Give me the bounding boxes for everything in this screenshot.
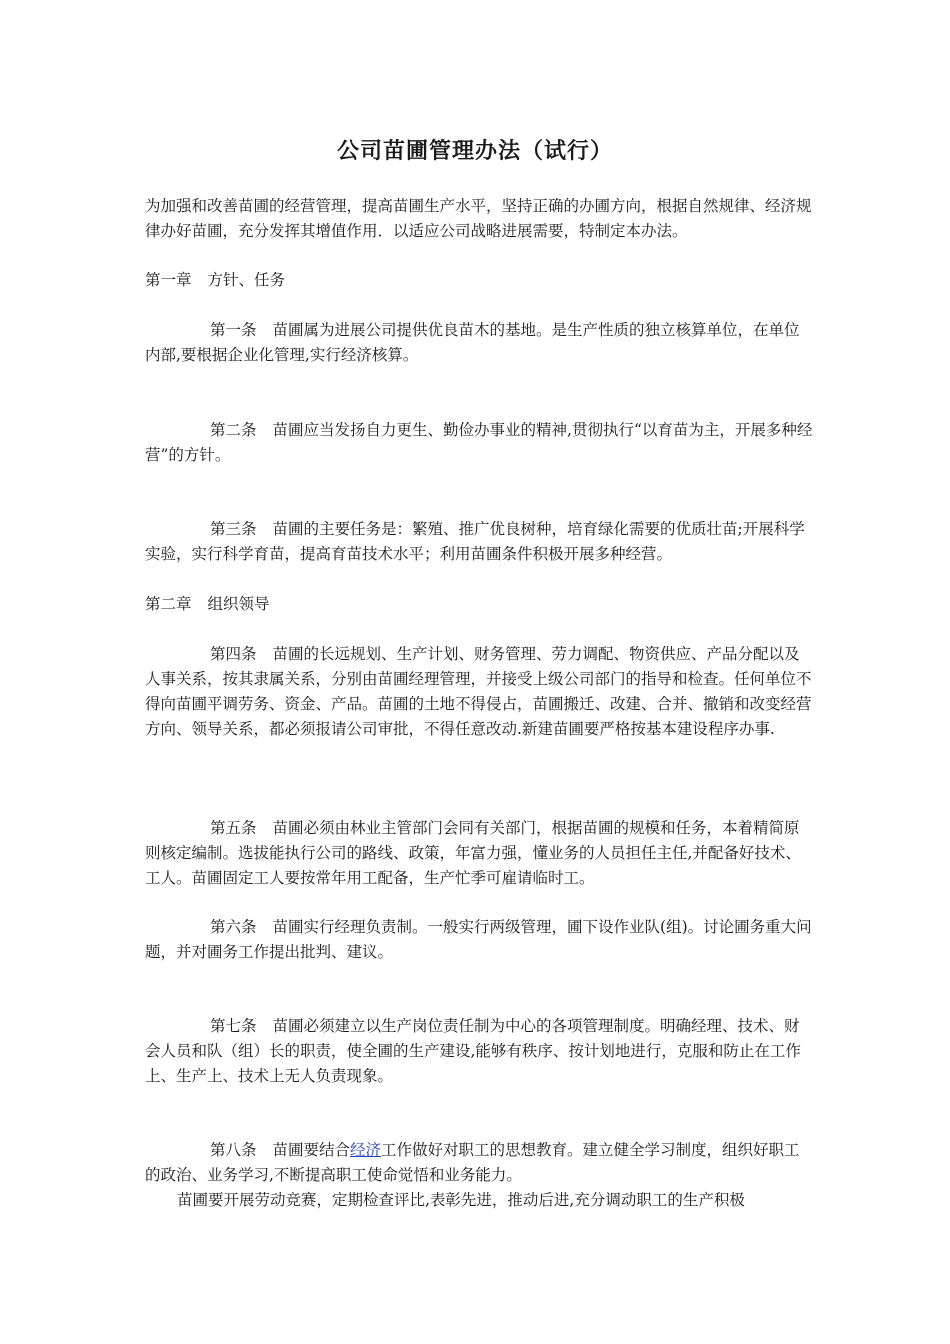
article-1 — [145, 318, 815, 368]
article-number: 第六条 — [210, 918, 257, 936]
article-4 — [145, 642, 815, 742]
article-text-after-link: 工作做好对职工的思想教育。建立健全学习制度，组织好职工的政治、业务学习,不断提高职工使命觉悟和业务能力。 — [145, 1141, 800, 1184]
article-number: 第八条 — [210, 1141, 257, 1159]
article-number: 第四条 — [210, 645, 257, 663]
chapter-number: 第二章 — [145, 595, 192, 613]
economy-link[interactable]: 经济 — [350, 1141, 382, 1159]
article-5 — [145, 816, 815, 891]
chapter-name: 方针、任务 — [207, 271, 286, 289]
chapter-2-heading — [145, 592, 815, 617]
article-text: 苗圃实行经理负责制。一般实行两级管理，圃下设作业队(组)。讨论圃务重大问题，并对圃务工作提出批判、建议。 — [145, 918, 812, 961]
article-number: 第一条 — [210, 321, 257, 339]
article-number: 第三条 — [210, 520, 257, 538]
article-number: 第二条 — [210, 421, 257, 439]
article-8 — [145, 1138, 815, 1188]
article-text: 苗圃的主要任务是：繁殖、推广优良树种，培育绿化需要的优质壮苗;开展科学实验，实行科学育苗，提高育苗技术水平；利用苗圃条件积极开展多种经营。 — [145, 520, 805, 563]
article-7 — [145, 1014, 815, 1089]
chapter-name: 组织领导 — [207, 595, 270, 613]
article-3 — [145, 517, 815, 567]
chapter-1-heading — [145, 268, 815, 293]
article-2 — [145, 418, 815, 468]
article-text: 苗圃的长远规划、生产计划、财务管理、劳力调配、物资供应、产品分配以及人事关系，按其隶属关系，分别由苗圃经理管理，并接受上级公司部门的指导和检查。任何单位不得向苗圃平调劳务、资金、产品。苗圃的土地不得侵占，苗圃搬迁、改建、合并、撤销和改变经营方向、领导关系，都必须报请公司审批，不得任意改动.新建苗圃要严格按基本建设程序办事. — [145, 645, 812, 738]
article-6 — [145, 915, 815, 965]
article-text: 苗圃应当发扬自力更生、勤俭办事业的精神,贯彻执行“以育苗为主，开展多种经营”的方针。 — [145, 421, 813, 464]
article-8-continuation: 苗圃要开展劳动竞赛，定期检查评比,表彰先进，推动后进,充分调动职工的生产积极 — [177, 1191, 745, 1209]
article-number: 第五条 — [210, 819, 257, 837]
article-text-before-link: 苗圃要结合 — [272, 1141, 351, 1159]
chapter-number: 第一章 — [145, 271, 192, 289]
article-text: 苗圃必须建立以生产岗位责任制为中心的各项管理制度。明确经理、技术、财会人员和队（组）长的职责，使全圃的生产建设,能够有秩序、按计划地进行，克服和防止在工作上、生产上、技术上无人负责现象。 — [145, 1017, 801, 1085]
article-text: 苗圃属为进展公司提供优良苗木的基地。是生产性质的独立核算单位，在单位内部,要根据企业化管理,实行经济核算。 — [145, 321, 800, 364]
intro-paragraph: 为加强和改善苗圃的经营管理，提高苗圃生产水平，坚持正确的办圃方向，根据自然规律、经济规律办好苗圃，充分发挥其增值作用．以适应公司战略进展需要，特制定本办法。 — [145, 197, 812, 240]
document-title: 公司苗圃管理办法（试行） — [336, 138, 613, 164]
article-number: 第七条 — [210, 1017, 257, 1035]
article-text: 苗圃必须由林业主管部门会同有关部门，根据苗圃的规模和任务，本着精简原则核定编制。选拔能执行公司的路线、政策，年富力强，懂业务的人员担任主任,并配备好技术、工人。苗圃固定工人要按常年用工配备，生产忙季可雇请临时工。 — [145, 819, 801, 887]
